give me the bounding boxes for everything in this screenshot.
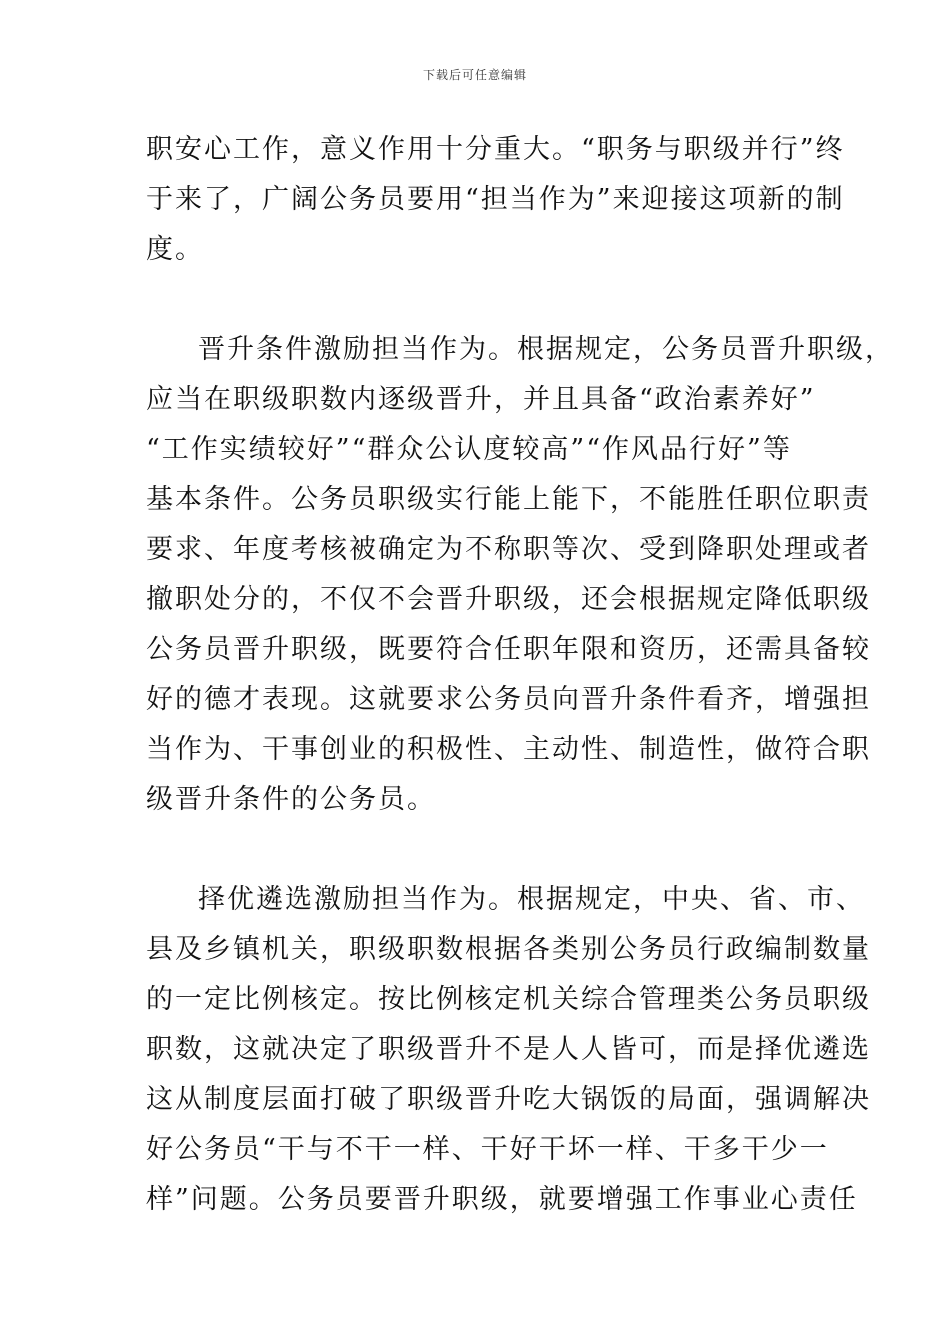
text-line: 当作为、干事创业的积极性、主动性、制造性，做符合职 (146, 734, 871, 765)
text-line: 好公务员“干与不干一样、干好干坏一样、干多干少一 (146, 1134, 829, 1165)
text-line: 好的德才表现。这就要求公务员向晋升条件看齐，增强担 (146, 684, 871, 715)
text-line: 这从制度层面打破了职级晋升吃大锅饭的局面，强调解决 (146, 1084, 871, 1115)
text-line: 择优遴选激励担当作为。根据规定，中央、省、市、 (198, 884, 865, 915)
text-line: 要求、年度考核被确定为不称职等次、受到降职处理或者 (146, 534, 871, 565)
text-line: 基本条件。公务员职级实行能上能下，不能胜任职位职责 (146, 484, 871, 515)
text-line: 职数，这就决定了职级晋升不是人人皆可，而是择优遴选 (146, 1034, 871, 1065)
text-line: 度。 (146, 234, 204, 265)
text-line: 于来了，广阔公务员要用“担当作为”来迎接这项新的制 (146, 184, 845, 215)
text-line: 样”问题。公务员要晋升职级，就要增强工作事业心责任 (146, 1184, 858, 1215)
text-line: 的一定比例核定。按比例核定机关综合管理类公务员职级 (146, 984, 871, 1015)
text-line: 职安心工作，意义作用十分重大。“职务与职级并行”终 (146, 134, 845, 165)
text-line: 县及乡镇机关，职级职数根据各类别公务员行政编制数量 (146, 934, 871, 965)
text-line: 级晋升条件的公务员。 (146, 784, 436, 815)
text-line: 撤职处分的，不仅不会晋升职级，还会根据规定降低职级 (146, 584, 871, 615)
header-note: 下载后可任意编辑 (422, 68, 527, 82)
text-line: 公务员晋升职级，既要符合任职年限和资历，还需具备较 (146, 634, 871, 665)
text-line: 晋升条件激励担当作为。根据规定，公务员晋升职级， (198, 334, 894, 365)
text-line: 应当在职级职数内逐级晋升，并且具备“政治素养好” (146, 384, 816, 415)
text-line: “工作实绩较好”“群众公认度较高”“作风品行好”等 (146, 434, 792, 465)
